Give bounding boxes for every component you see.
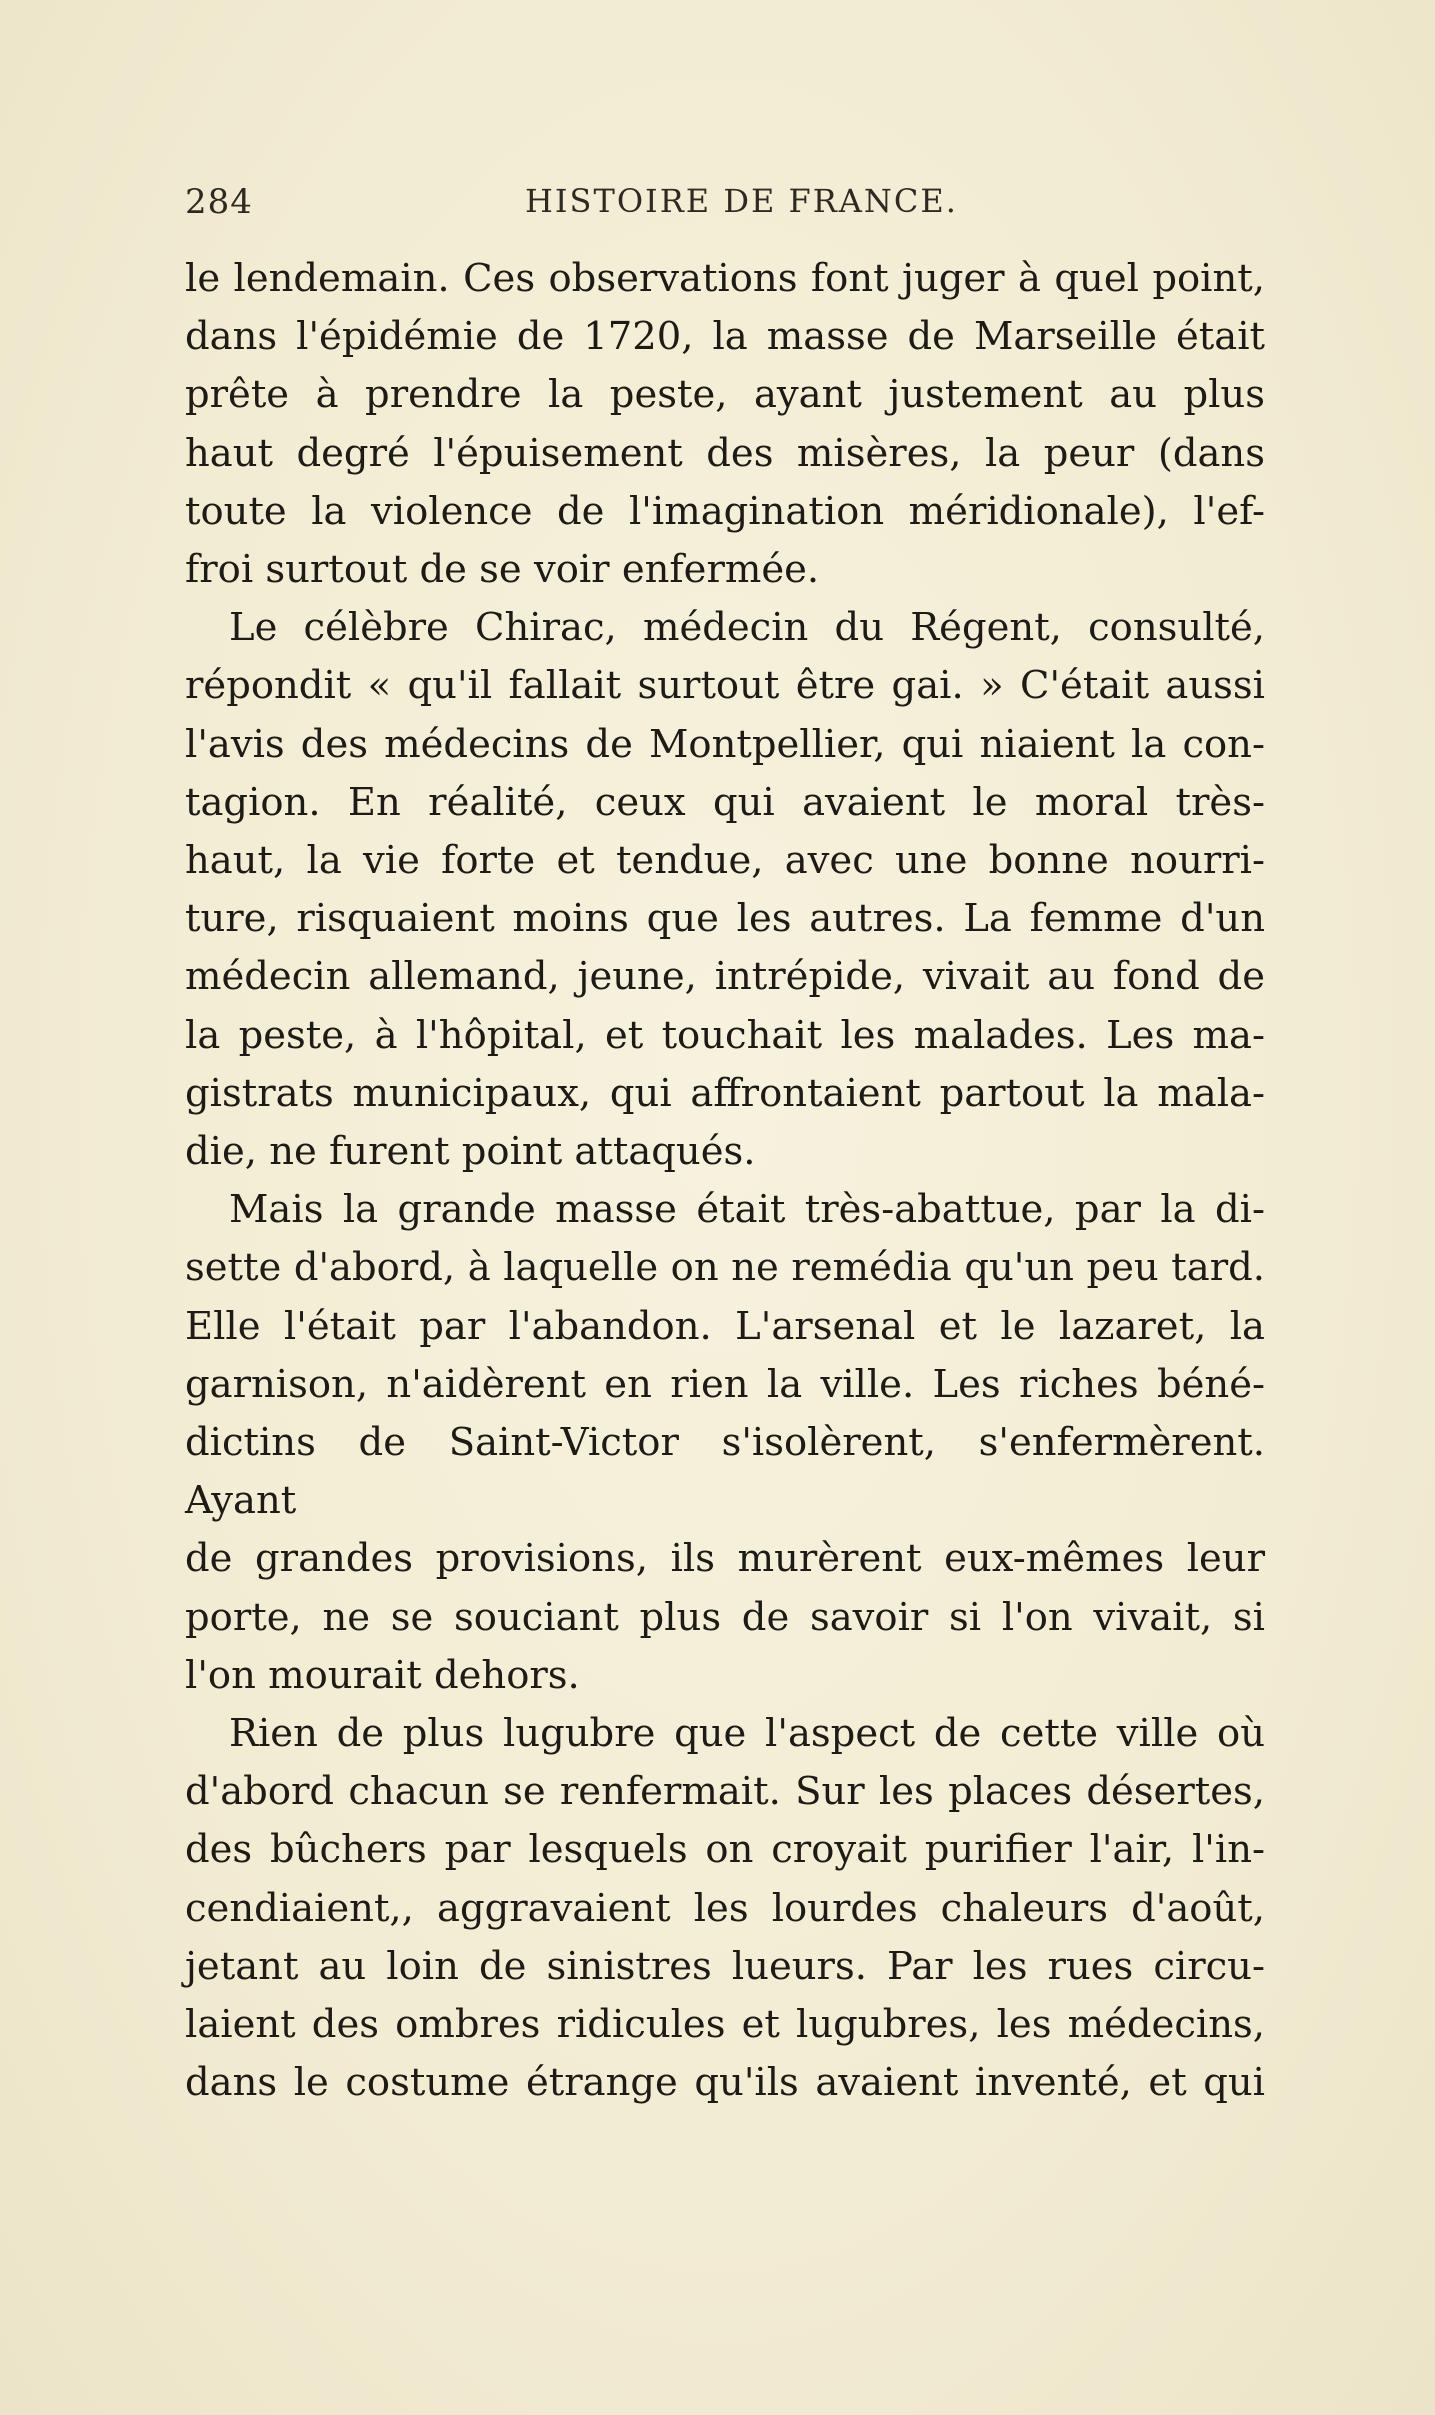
text-line: la peste, à l'hôpital, et touchait les malades. Les ma- — [185, 1012, 1265, 1058]
text-line: toute la violence de l'imagination méridionale), l'ef- — [185, 488, 1265, 534]
text-line: tagion. En réalité, ceux qui avaient le moral très- — [185, 779, 1265, 825]
paragraph-2 — [185, 599, 1265, 1181]
text-line: froi surtout de se voir enfermée. — [185, 547, 820, 593]
text-line: haut degré l'épuisement des misères, la peur (dans — [185, 430, 1265, 476]
text-line: porte, ne se souciant plus de savoir si l'on vivait, si — [185, 1594, 1265, 1640]
text-line: le lendemain. Ces observations font juger à quel point, — [185, 256, 1265, 301]
text-line: l'avis des médecins de Montpellier, qui niaient la con- — [185, 721, 1265, 767]
text-line: de grandes provisions, ils murèrent eux-mêmes leur — [185, 1536, 1265, 1582]
text-line: garnison, n'aidèrent en rien la ville. Les riches béné- — [185, 1361, 1265, 1407]
text-line: Mais la grande masse était très-abattue, par la di- — [229, 1187, 1265, 1233]
text-line: Rien de plus lugubre que l'aspect de cette ville où — [229, 1711, 1265, 1757]
text-line: Le célèbre Chirac, médecin du Régent, consulté, — [229, 605, 1265, 651]
text-line: l'on mourait dehors. — [185, 1652, 580, 1698]
text-line: die, ne furent point attaqués. — [185, 1129, 756, 1175]
text-line: des bûchers par lesquels on croyait purifier l'air, l'in- — [185, 1827, 1265, 1873]
text-line: prête à prendre la peste, ayant justement au plus — [185, 372, 1265, 418]
page-header — [185, 182, 1265, 232]
text-line: répondit « qu'il fallait surtout être gai. » C'était aussi — [185, 663, 1265, 709]
text-line: cendiaient,, aggravaient les lourdes chaleurs d'août, — [185, 1885, 1265, 1931]
text-line: d'abord chacun se renfermait. Sur les places désertes, — [185, 1769, 1265, 1815]
paragraph-1 — [185, 250, 1265, 599]
text-line: ture, risquaient moins que les autres. La femme d'un — [185, 896, 1265, 942]
text-line: jetant au loin de sinistres lueurs. Par les rues circu- — [185, 1943, 1265, 1989]
body-text — [185, 250, 1265, 2113]
text-line: médecin allemand, jeune, intrépide, vivait au fond de — [185, 954, 1265, 1000]
text-line: dans le costume étrange qu'ils avaient inventé, et qui — [185, 2060, 1265, 2106]
page-number: 284 — [185, 182, 253, 222]
text-line: dans l'épidémie de 1720, la masse de Marseille était — [185, 314, 1265, 360]
running-head: HISTOIRE DE FRANCE. — [525, 182, 958, 220]
text-line: haut, la vie forte et tendue, avec une bonne nourri- — [185, 838, 1265, 884]
text-line: gistrats municipaux, qui affrontaient partout la mala- — [185, 1070, 1265, 1116]
text-line: sette d'abord, à laquelle on ne remédia qu'un peu tard. — [185, 1245, 1265, 1291]
paragraph-4 — [185, 1705, 1265, 2112]
paragraph-3 — [185, 1181, 1265, 1705]
text-line: laient des ombres ridicules et lugubres, les médecins, — [185, 2002, 1265, 2048]
text-line: Elle l'était par l'abandon. L'arsenal et le lazaret, la — [185, 1303, 1265, 1349]
text-line: dictins de Saint-Victor s'isolèrent, s'enfermèrent. Ayant — [185, 1420, 1265, 1524]
